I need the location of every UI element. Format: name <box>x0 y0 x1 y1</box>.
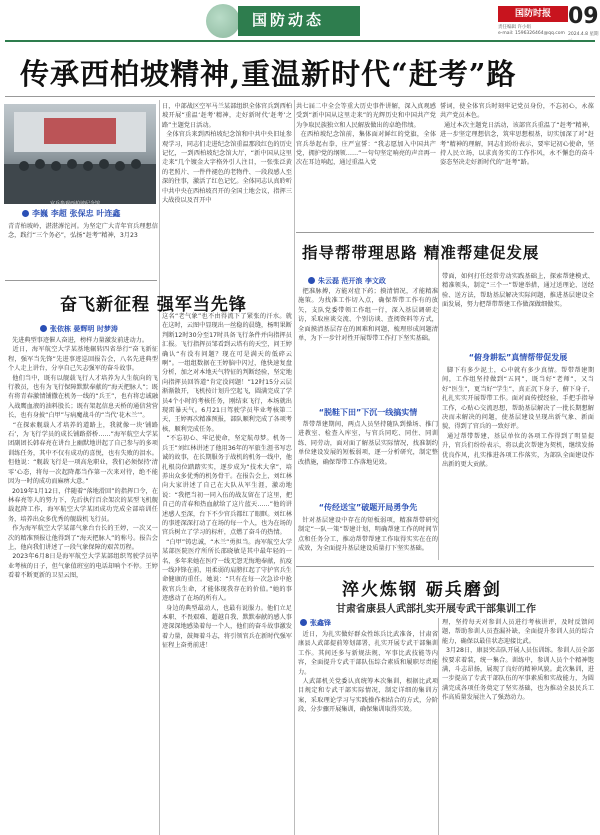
story3-col1c: 针对基层建设中存在的短板弱项，精准帮带研究制定“一队一策”帮建计划，明确帮建工作的时间节点和任务分工，推动帮带帮建工作取得实实在在的成效，为全面提升基层建设质量打下坚实基础。 <box>298 517 439 553</box>
author-dot-icon <box>22 210 29 217</box>
photo-caption: 官兵参观西柏坡纪念馆 <box>50 201 101 207</box>
story4-title: 淬火炼钢 砺兵磨剑 <box>342 580 502 600</box>
story3-col1b: 帮带帮建期间，两点人员坚持随队到操场、推门进教室、检查入库室，与官兵同吃、同住、同训练、同劳动，面对面了解基层实际情况，找准制约单位建设发展的短板弱项，逐一分析研究，制定整改措施，确保帮带工作落地见效。 <box>298 421 439 466</box>
story3-subhead-1: “脱鞋下田”下沉一线搞实情 <box>318 408 418 417</box>
story4-authors: 张鑫锋 <box>310 619 331 627</box>
story1-byline <box>22 208 120 219</box>
story3-subhead-3: “俯身耕耘”真情帮带促发展 <box>468 353 568 362</box>
story1-authors: 李巍 李超 张保忠 叶连鑫 <box>32 209 121 218</box>
story4-col2: 理，坚持每天对参训人员进行考核讲评，及时反馈问题，帮助参训人员查漏补缺，全面提升参训人员的综合能力，确保以最佳状态迎接比武。 3月28日，康县突击队开展人员伍训练。参训人员全部按要求着装，统一集合。训练中，参训人员个个精神饱满，斗志昂扬，展现了良好的精神风貌。此次集训，进一步提高了专武干部队伍的军事素质和实战能力，为圆满完成各项任务奠定了坚实基础，也为推动全县民兵工作高质量发展注入了强劲动力。 <box>442 619 595 702</box>
story3-col2: 带面，如何打任经常劳动实践基础上，探索帮建模式、精准领头，制定“三个一”帮建举措，通过送理论、送经验、送方法，帮助基层解决实际问题，推进基层建设全面发展，努力把帮带帮建工作做深做细做实。 <box>442 273 594 309</box>
story-rule <box>296 232 594 233</box>
story3-col2b: 脚下有多少泥土，心中就有多少真情。帮带帮建期间，工作组坚持做到“五同”，既当好“老师”，又当好“医生”，更当好“学生”，真正沉下身子，俯下身子，扎扎实实开展帮带工作。面对面传授经验，手把手指导工作，心贴心交流思想，帮助基层解决了一批长期想解决而未解决的问题，使基层建设呈现出新气象、新面貌，得到了官兵的一致好评。 通过帮带帮建，基层单位的各项工作得到了明显提升，官兵们纷纷表示，将以此次帮建为契机，继续发扬优良作风，扎实推进各项工作落实，为部队全面建设作出新的更大贡献。 <box>442 367 595 469</box>
story2-title: 奋飞新征程 强军当先锋 <box>60 295 247 315</box>
story3-col1: 把准脉搏，方能对症下药；摸清情况，才能精准施策。为找准工作切入点，确保帮带工作有的放矢，支队党委带领工作组一行，深入基层调研走访，采取座谈交流、个别访谈、查阅资料等方式，全面摸清基层存在的困难和问题，梳理形成问题清单，为下一步针对性开展帮带工作打下坚实基础。 <box>298 288 439 343</box>
story2-byline <box>40 324 118 334</box>
story2-col1: 先进典型事迹催人奋进，榜样力量激发前进动力。 近日，海军航空大学某基地辗转四省举行“奋飞新征程，强军当先锋”先进事迹巡回报告会，八名先进典型个人走上讲台，分享自己矢志强军的奋斗故事。 他们当中，既有以舰载飞行人才培养为人生航向的飞行教员，也有为飞行保障默默奉献的“海天把脉人”；既有将青春激情铺撒在机务一线的“兵王”，也有将忠诚融入战鹰血液的油料股长；既有架起信息天桥的通信营营长，也有身披“白甲”与病魔战斗的“当代‘花木兰’”。 “在探索舰载人才培养的道路上，我就像一块‘铺路石’，为飞行学员的成长铺路搭桥……”海军航空大学某团副团长韩春亮在讲台上幽默地讲起了自己参与的多项训练任务，其中不仅有成功的喜悦，也有失败的泪水。但他说：“舰载飞行是一项高危职业，我们必须保持‘清零’心态，将每一次起降都当作第一次来对待，绝不能因为一时的成功而麻痹大意。” 2019年1月12日，伴随着“落地滑回”的指挥口令，在林春亮等人的努力下，先后执行百余架次的某型飞机舰载起降工作，海军航空大学某团成功完成全部培训任务，培养出众多优秀的舰载机飞行员。 作为海军航空大学某部气象台台长的王婷，一次又一次的精准预报让他得到了“海天把脉人”的称号。报告会上，他向我们讲述了一段气象保障的艰苦历程。 2023年6月8日是海军航空大学某部组织驾驶学员毕业考核的日子，但气象值班室的电话却响个不停。王婷看着不断更新的卫星云图， <box>8 337 159 580</box>
story2-authors: 张依栋 晏辉明 时梦涛 <box>50 325 118 333</box>
editor-line: 责任编辑 许小娟 <box>498 25 531 30</box>
author-dot-icon <box>308 277 315 284</box>
author-dot-icon <box>300 619 307 626</box>
story3-authors: 朱云磊 范开浪 李文政 <box>318 277 386 285</box>
story4-subtitle: 甘肃省康县人武部扎实开展专武干部集训工作 <box>336 604 536 615</box>
column-divider <box>294 100 295 835</box>
column-divider <box>438 240 439 560</box>
section-header <box>0 0 600 46</box>
story3-title: 指导帮带理思路 精准帮建促发展 <box>302 243 540 262</box>
page-number: 09 <box>568 4 599 29</box>
story2-col2: 这名“老气象”也不由得流下了紧张的汗水。就在这时，云图中显现出一丝稳的晨缝，杨明果断判断12时30分至17时具备飞行条件并向指挥员汇报。飞行指挥员邹看到云塔有的天空，问王婷确认“有没有问题？现在可是满天的低碎云啊”。一组组数据在王婷脑中闪过，他快速复盘分析，加之对本地天气特征的判断经验，坚定地向指挥员回答道“肯定没问题！”12时15分云层渐渐散开，飞机按计划升空起飞，圆满完成了学员4个小时的考核任务，刚结束飞行，本场就出现雷暴天气。6月21日驾驶学员毕业考核第二天，王婷再次精准预报，部队顺利完成了各项考核，顺利完成任务。 “不忘初心、牢记使命，坚定航母梦。机务一兵王”刘红林讲述了他用36年的军旅生涯书写忠诚的故事，在长期服务于战机的机务一线中，他扎根岗位踏踏实实，逐步成为“技术大拿”，培养出众多优秀的机务骨干。在报告会上，刘红林向大家讲述了自己在大队从军生涯，激动地说：“我把当初一同入伍的战友留在了这里，把自己的青春和热血献给了这片蓝天……”他的讲述感人至深，台下不少官兵都红了眼眶。刘红林的事迹深深打动了在场的每一个人，也为在场的官兵树立了学习的标杆，点燃了奋斗的热情。 “白甲”铸忠诚，“木兰”勇担当。海军航空大学某部医院医疗所所长邵晓敏是其中最年轻的一名，多年来她在医疗一线无怨无悔地奉献，抗疫一线冲锋在前，用柔弱的肩膀扛起了守护官兵生命健康的重任。她说：“只有在每一次急诊中抢救官兵生命，才能体现我存在的价值。”她的事迹感动了在场的所有人。 身边的典型最动人，也最有说服力。他们立足本职、不畏艰难、超越自我、默默奉献的感人事迹深深地感染着每一个人，他们的奋斗故事激发着力量，鼓舞着斗志，将引领官兵在新时代强军征程上奋勇前进！ <box>162 313 293 650</box>
date-line: 2024.4.8 星期 <box>568 32 599 37</box>
header-rule <box>5 40 595 42</box>
story1-col3: 共七届二中全会等重大历史事件讲解，深入真观感受到“新中国从这里走来”的光辉历史和中国共产党为争取民族独立和人民解放做出的卓绝伟绩。 在西柏坡纪念馆前，集体面对鲜红的党旗，全体官兵举起右拳，庄严宣誓：“我志愿加入中国共产党，拥护党的纲领……”一句句坚定响亮的声音再一次在耳边响起，通过重温入党 <box>296 103 437 167</box>
author-dot-icon <box>40 325 47 332</box>
email-line: e-mail: 1596326464@qq.com <box>498 31 565 36</box>
column-divider <box>438 618 439 835</box>
story1-col4: 誓词，使全体官兵时刻牢记党员身份，不忘初心，永葆共产党员本色。 通过本次主题党日活动，该部官兵重温了“赶考”精神，进一步坚定理想信念，筑牢思想根基，切实加深了对“赶考”精神的理解，同志们纷纷表示，要牢记初心使命，坚持人民立场，以求真务实的工作作风，永不懈怠的奋斗姿态坚决走好新时代的“赶考”路。 <box>440 103 594 167</box>
page-headline: 传承西柏坡精神,重温新时代“赶考”路 <box>20 57 517 91</box>
section-title: 国防动态 <box>252 11 325 29</box>
photo-scene-icon <box>4 104 156 204</box>
column-divider <box>159 100 160 835</box>
story-rule <box>5 280 157 281</box>
story1-col2: 日，中部战区空军马兰某部组织全体官兵到西柏坡开展“重温‘赶考’精神，走好新时代‘赶考’之路”主题党日活动。 全体官兵来到西柏坡纪念馆和中共中央旧址参观学习，同志们走进纪念馆重温那段红色的历史记忆，一到西柏坡纪念馆大厅，“新中国从这里走来”几个镀金大字格外引人注目，一张张泛黄的老照片、一件件褪色的老物件、一段段感人至深的往事，激活了红色记忆。全体同志认真聆听中共中央在西柏坡召开的全国土地会议，指挥三大战役以及召开中 <box>162 103 292 205</box>
story3-byline <box>308 276 386 286</box>
news-photo <box>4 104 156 204</box>
story3-subhead-2: “传经送宝”破题开局勇争先 <box>318 503 418 512</box>
story-rule <box>296 566 594 567</box>
headline-rule <box>5 96 595 97</box>
brand-logo: 国防时报 <box>498 6 568 22</box>
story1-lead: 青青柏坡岭，湛湛滹沱河。为坚定广大青年官兵理想信念，践行“三个务必”，弘扬“赶考”精神，3月23 <box>8 223 158 240</box>
story4-byline <box>300 618 331 628</box>
globe-icon <box>206 4 240 38</box>
story4-col1: 近日，为扎实做好群众性练兵比武准备，甘肃省康县人武部提前筹划部署，扎实开展专武干部集训工作。其间还多与新规法规、军事比武技能等内容，全面提升专武干部队伍综合素质和履职尽责能力。 人武部机关党委认真统筹本次集训，根据比武项目规定和专武干部实际情况，制定详细的集训方案，采取理论学习与实践操作相结合的方式，分阶段、分步骤开展集训，确保集训取得实效。 <box>298 631 439 714</box>
